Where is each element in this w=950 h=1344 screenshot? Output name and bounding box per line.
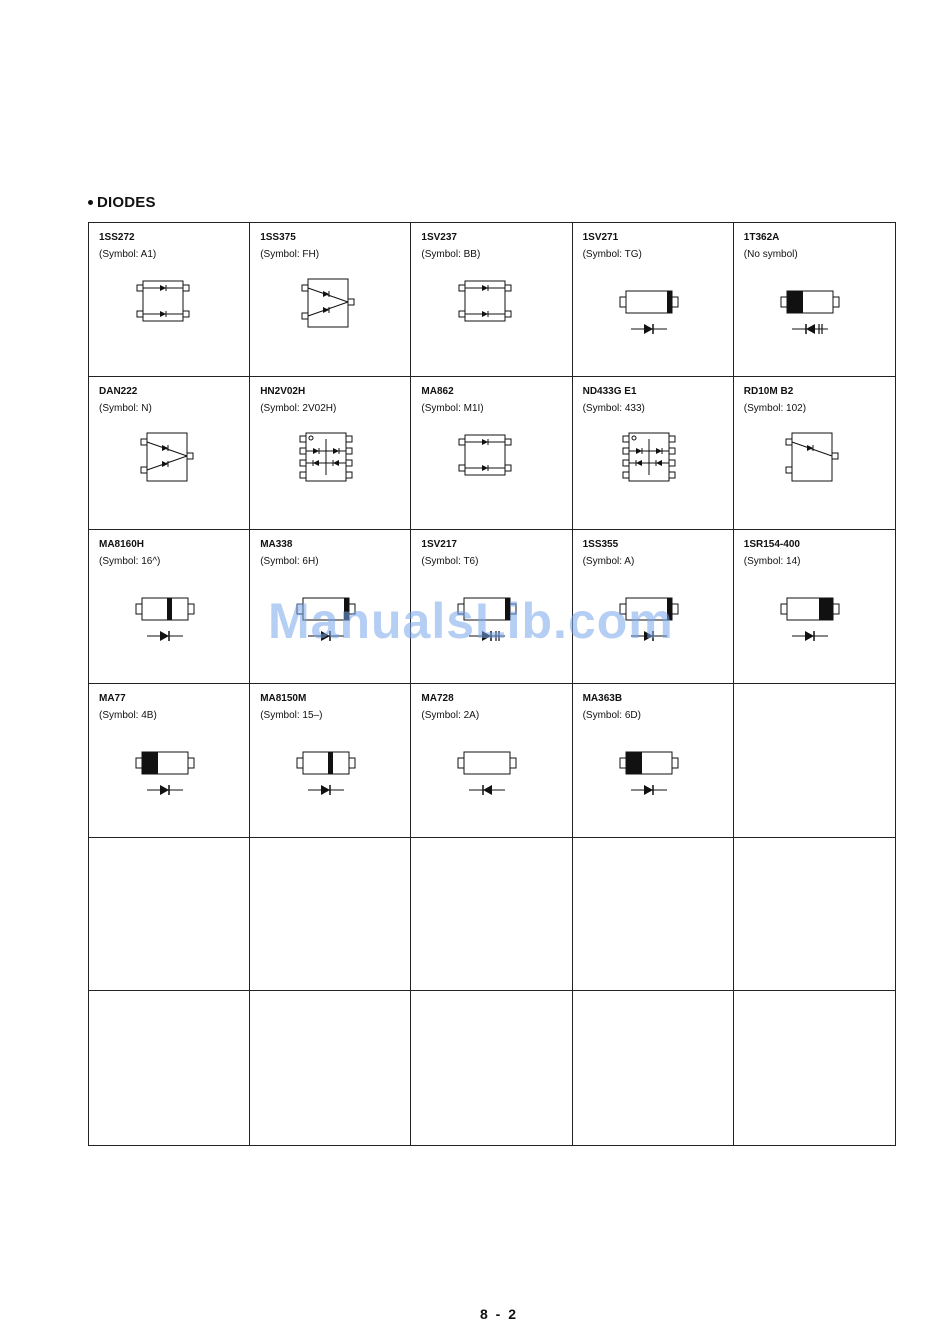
watermark: ManualsLib.com <box>268 593 674 649</box>
part-cell <box>89 684 250 838</box>
empty-cell <box>250 991 411 1145</box>
part-number: RD10M B2 <box>743 385 794 397</box>
part-number: 1SS355 <box>582 539 619 551</box>
empty-cell <box>89 838 250 992</box>
part-number: MA862 <box>421 385 454 397</box>
part-cell <box>411 377 572 531</box>
part-symbol: (Symbol: M1I) <box>421 402 484 414</box>
part-number: HN2V02H <box>260 385 306 397</box>
part-symbol: (Symbol: 4B) <box>99 710 157 721</box>
part-cell <box>573 377 734 531</box>
part-cell <box>411 223 572 377</box>
part-symbol: (Symbol: N) <box>99 402 152 414</box>
part-number: MA363B <box>582 693 623 704</box>
page-number: 8 - 2 <box>480 1306 519 1322</box>
part-symbol: (Symbol: 2V02H) <box>260 402 337 414</box>
bullet-icon <box>88 200 93 205</box>
part-number: 1SS272 <box>99 232 135 243</box>
empty-cell <box>734 991 895 1145</box>
empty-cell <box>250 838 411 992</box>
part-symbol: (Symbol: 102) <box>743 402 807 414</box>
empty-cell <box>573 991 734 1145</box>
package-outline-icon <box>431 732 551 822</box>
package-outline-icon <box>270 425 390 515</box>
part-symbol: (Symbol: TG) <box>582 249 642 260</box>
part-cell <box>250 223 411 377</box>
part-symbol: (Symbol: 14) <box>743 556 801 568</box>
package-outline-icon <box>431 425 551 515</box>
package-outline-icon <box>754 271 874 361</box>
part-cell <box>89 223 250 377</box>
part-number: 1T362A <box>743 232 780 243</box>
part-cell <box>411 684 572 838</box>
part-symbol: (Symbol: A) <box>582 556 635 568</box>
part-symbol: (Symbol: 433) <box>582 402 645 414</box>
part-number: MA338 <box>260 539 293 551</box>
part-symbol: (Symbol: A1) <box>99 249 157 260</box>
part-symbol: (Symbol: 6D) <box>582 710 641 721</box>
part-symbol: (Symbol: FH) <box>260 249 320 260</box>
part-cell <box>734 223 895 377</box>
part-cell <box>250 377 411 531</box>
part-number: 1SV237 <box>421 232 457 243</box>
package-outline-icon <box>593 425 713 515</box>
part-cell <box>734 530 895 684</box>
empty-cell <box>573 838 734 992</box>
package-outline-icon <box>593 732 713 822</box>
part-cell <box>89 530 250 684</box>
part-cell <box>734 377 895 531</box>
package-outline-icon <box>754 425 874 515</box>
package-outline-icon <box>109 578 229 668</box>
part-symbol: (Symbol: 15–) <box>260 710 323 721</box>
part-cell <box>573 223 734 377</box>
package-outline-icon <box>270 732 390 822</box>
part-symbol: (No symbol) <box>743 249 798 260</box>
section-title <box>88 194 156 211</box>
part-symbol: (Symbol: BB) <box>421 249 481 260</box>
diode-table <box>88 222 896 1146</box>
part-number: 1SV217 <box>421 539 457 551</box>
part-number: 1SS375 <box>260 232 296 243</box>
section-title-text: DIODES <box>97 194 156 211</box>
empty-cell <box>734 838 895 992</box>
part-number: MA77 <box>99 693 126 704</box>
package-outline-icon <box>593 271 713 361</box>
package-outline-icon <box>109 732 229 822</box>
part-number: MA8150M <box>260 693 307 704</box>
empty-cell <box>734 684 895 838</box>
empty-cell <box>89 991 250 1145</box>
package-outline-icon <box>270 271 390 361</box>
part-symbol: (Symbol: 2A) <box>421 710 480 721</box>
part-symbol: (Symbol: T6) <box>421 556 479 568</box>
package-outline-icon <box>754 578 874 668</box>
part-number: 1SR154-400 <box>743 539 800 551</box>
empty-cell <box>411 991 572 1145</box>
part-number: MA728 <box>421 693 454 704</box>
part-number: ND433G E1 <box>582 385 637 397</box>
part-symbol: (Symbol: 6H) <box>260 556 319 568</box>
part-symbol: (Symbol: 16^) <box>99 556 161 568</box>
package-outline-icon <box>109 271 229 361</box>
package-outline-icon <box>109 425 229 515</box>
empty-cell <box>411 838 572 992</box>
part-cell <box>89 377 250 531</box>
package-outline-icon <box>431 271 551 361</box>
part-number: 1SV271 <box>582 232 619 243</box>
part-cell <box>250 684 411 838</box>
part-number: MA8160H <box>99 539 145 551</box>
part-number: DAN222 <box>99 385 138 397</box>
part-cell <box>573 684 734 838</box>
